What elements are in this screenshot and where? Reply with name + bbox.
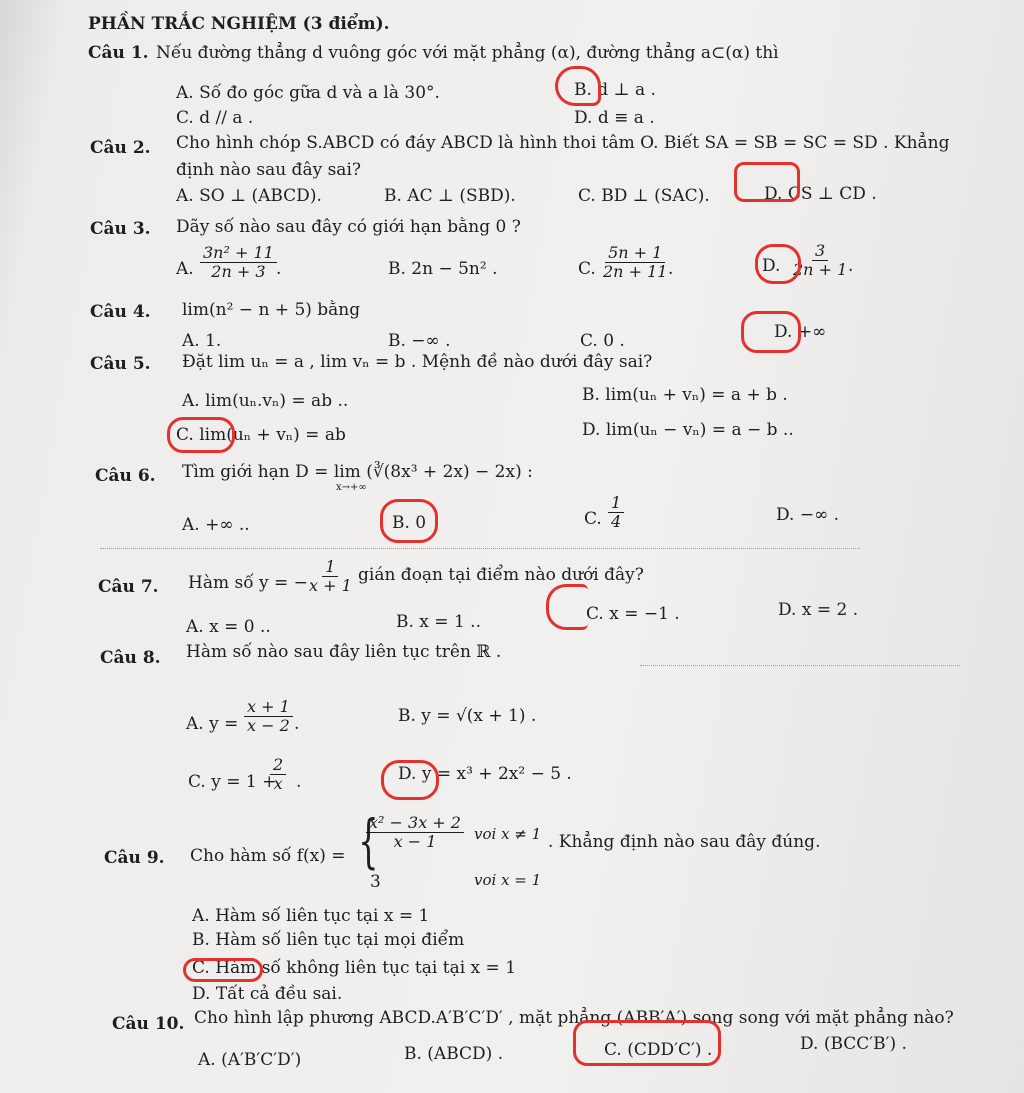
q6-limit-subscript: x→+∞ (336, 482, 367, 493)
denominator: 2n + 1 (793, 260, 848, 279)
numerator: x² − 3x + 2 (366, 814, 464, 833)
q6-option-c-fraction (608, 494, 624, 531)
answer-circle-mark (380, 499, 438, 543)
q4-option-d: D. +∞ (774, 322, 827, 342)
q3-option-c-label: C. (578, 259, 596, 279)
q3-option-a-fraction (200, 244, 277, 281)
answer-circle-mark (741, 311, 801, 353)
q8-option-a-end: . (294, 714, 300, 734)
q9-text-post: . Khẳng định nào sau đây đúng. (548, 832, 821, 852)
q7-label: Câu 7. (98, 577, 159, 597)
q8-option-d: D. y = x³ + 2x² − 5 . (398, 764, 572, 784)
q9-option-a: A. Hàm số liên tục tại x = 1 (192, 906, 430, 926)
numerator: 2 (270, 756, 286, 775)
q7-option-a: A. x = 0 .. (186, 617, 271, 637)
q2-option-a: A. SO ⊥ (ABCD). (176, 186, 322, 206)
answer-circle-mark (734, 162, 800, 202)
q6-option-a: A. +∞ .. (182, 515, 250, 535)
q7-option-c: C. x = −1 . (586, 604, 680, 624)
q8-label: Câu 8. (100, 648, 161, 668)
q8-text: Hàm số nào sau đây liên tục trên ℝ . (186, 642, 502, 662)
q3-option-b: B. 2n − 5n² . (388, 259, 498, 279)
q9-option-d: D. Tất cả đều sai. (192, 984, 343, 1004)
q1-label: Câu 1. (88, 43, 149, 63)
q2-option-c: C. BD ⊥ (SAC). (578, 186, 710, 206)
q3-option-d-label: D. (762, 256, 781, 276)
q5-option-d: D. lim(uₙ − vₙ) = a − b .. (582, 420, 794, 440)
q1-text: Nếu đường thẳng d vuông góc với mặt phẳng (α), đường thẳng a⊂(α) thì (156, 43, 779, 63)
q5-option-a: A. lim(uₙ.vₙ) = ab .. (182, 391, 349, 411)
q6-text: Tìm giới hạn D = lim (∛(8x³ + 2x) − 2x) : (182, 462, 533, 482)
q10-option-c: C. (CDD′C′) . (604, 1040, 713, 1060)
denominator: x − 2 (247, 716, 290, 735)
q4-option-b: B. −∞ . (388, 331, 451, 351)
q7-option-b: B. x = 1 .. (396, 612, 481, 632)
denominator: x − 1 (393, 832, 437, 851)
q10-option-b: B. (ABCD) . (404, 1044, 504, 1064)
answer-circle-mark (546, 584, 588, 630)
bleed-through-line (640, 665, 960, 667)
q10-text: Cho hình lập phương ABCD.A′B′C′D′ , mặt phẳng (ABB′A′) song song với mặt phẳng nào? (194, 1008, 954, 1028)
answer-circle-mark (555, 66, 601, 106)
q2-text-line1: Cho hình chóp S.ABCD có đáy ABCD là hình thoi tâm O. Biết SA = SB = SC = SD . Khẳng (176, 133, 950, 153)
bleed-through-line (100, 548, 860, 550)
q5-text: Đặt lim uₙ = a , lim vₙ = b . Mệnh đề nào dưới đây sai? (182, 352, 653, 372)
q2-option-d: D. CS ⊥ CD . (764, 184, 877, 204)
q7-text-post: gián đoạn tại điểm nào dưới đây? (358, 565, 644, 585)
q9-condition-2: voi x = 1 (474, 871, 542, 889)
answer-circle-mark (381, 760, 439, 800)
numerator: 1 (322, 558, 338, 577)
answer-circle-mark (573, 1020, 721, 1066)
q10-option-d: D. (BCC′B′) . (800, 1034, 907, 1054)
denominator: x + 1 (309, 576, 352, 595)
q1-option-c: C. d // a . (176, 108, 254, 128)
q3-option-a-end: . (276, 259, 282, 279)
q3-text: Dãy số nào sau đây có giới hạn bằng 0 ? (176, 217, 521, 237)
q4-text: lim(n² − n + 5) bằng (182, 300, 361, 320)
q1-option-b: B. d ⊥ a . (574, 80, 656, 100)
denominator: 4 (611, 512, 622, 531)
q8-option-c-end: . (296, 772, 302, 792)
q2-option-b: B. AC ⊥ (SBD). (384, 186, 516, 206)
q3-option-c-end: . (668, 259, 674, 279)
numerator: 3n² + 11 (200, 244, 277, 263)
denominator: 2n + 3 (211, 262, 266, 281)
numerator: 5n + 1 (605, 244, 665, 263)
answer-circle-mark (167, 417, 235, 453)
numerator: 1 (608, 494, 624, 513)
q4-option-a: A. 1. (182, 331, 222, 351)
q10-label: Câu 10. (112, 1014, 185, 1034)
q9-text-pre: Cho hàm số f(x) = (190, 846, 346, 866)
q9-option-c: C. Hàm số không liên tục tại tại x = 1 (192, 958, 517, 978)
piecewise-brace: { (358, 807, 379, 875)
q3-option-d-end: . (848, 256, 854, 276)
q7-option-d: D. x = 2 . (778, 600, 859, 620)
q3-option-a-label: A. (176, 259, 194, 279)
answer-circle-mark (755, 244, 801, 284)
q7-text-pre: Hàm số y = − (188, 573, 308, 593)
numerator: 3 (812, 242, 828, 261)
q7-fraction (306, 558, 355, 595)
q4-option-c: C. 0 . (580, 331, 625, 351)
q2-label: Câu 2. (90, 138, 151, 158)
q9-option-b: B. Hàm số liên tục tại mọi điểm (192, 930, 465, 950)
q6-option-b: B. 0 (392, 513, 427, 533)
section-header: PHẦN TRẮC NGHIỆM (3 điểm). (88, 14, 390, 34)
q6-option-c-label: C. (584, 509, 602, 529)
denominator: x (273, 774, 283, 793)
q10-option-a: A. (A′B′C′D′) (198, 1050, 302, 1070)
q9-fraction (366, 814, 464, 851)
q5-option-b: B. lim(uₙ + vₙ) = a + b . (582, 385, 788, 405)
q6-label: Câu 6. (95, 466, 156, 486)
numerator: x + 1 (244, 698, 293, 717)
denominator: 2n + 11 (603, 262, 668, 281)
q8-option-b: B. y = √(x + 1) . (398, 706, 537, 726)
answer-circle-mark (183, 958, 263, 982)
q1-option-a: A. Số đo góc gữa d và a là 30°. (176, 83, 440, 103)
q8-option-a-label: A. y = (186, 714, 239, 734)
q8-option-a-fraction (244, 698, 293, 735)
q2-text-line2: định nào sau đây sai? (176, 160, 361, 180)
q9-condition-1: voi x ≠ 1 (474, 825, 542, 843)
q6-option-d: D. −∞ . (776, 505, 840, 525)
q3-label: Câu 3. (90, 219, 151, 239)
q4-label: Câu 4. (90, 302, 151, 322)
q9-value-2: 3 (370, 872, 381, 892)
q9-label: Câu 9. (104, 848, 165, 868)
q5-label: Câu 5. (90, 354, 151, 374)
q5-option-c: C. lim(uₙ + vₙ) = ab (176, 425, 346, 445)
q8-option-c-fraction (270, 756, 286, 793)
q8-option-c-label: C. y = 1 + (188, 772, 277, 792)
q3-option-c-fraction (600, 244, 670, 281)
q1-option-d: D. d ≡ a . (574, 108, 655, 128)
